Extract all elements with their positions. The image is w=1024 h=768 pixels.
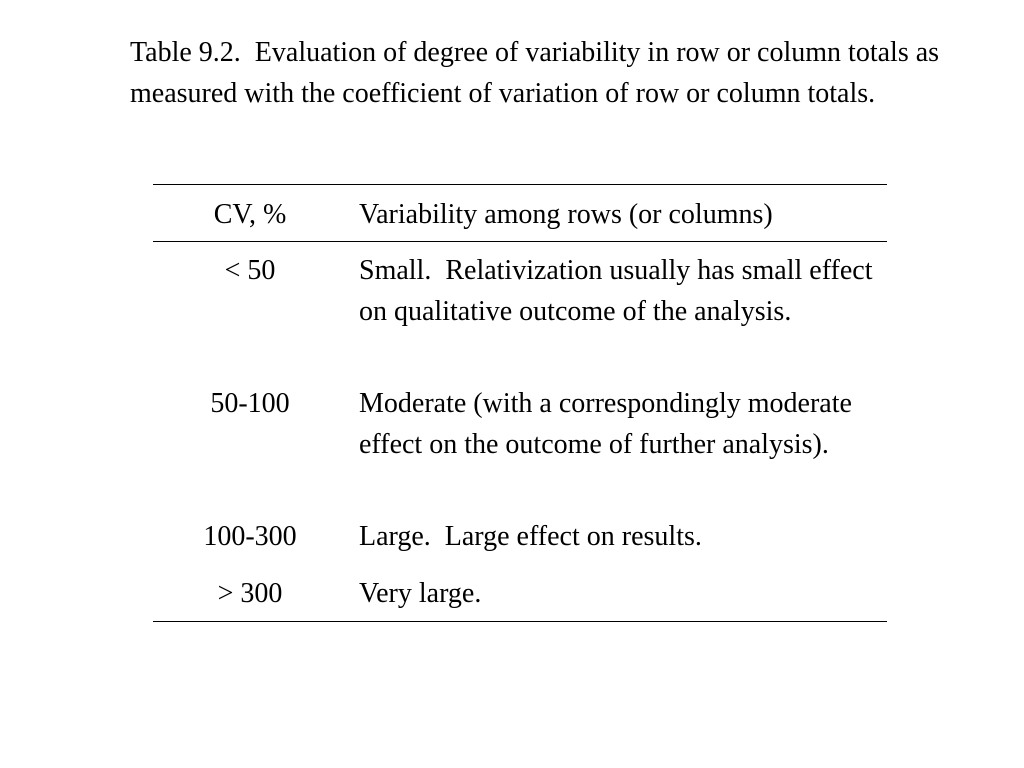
row-3-description: Large. Large effect on results.	[359, 521, 702, 552]
row-2-description: Moderate (with a correspondingly moderate effect on the outcome of further analysis).	[359, 388, 859, 460]
header-cv: CV, %	[213, 199, 287, 230]
table-caption: Table 9.2. Evaluation of degree of variability in row or column totals as measured with the coefficient of variation of row or column totals.	[130, 37, 947, 109]
row-1-cv: < 50	[224, 255, 276, 286]
row-2-cv: 50-100	[210, 388, 290, 419]
row-4-description: Very large.	[359, 578, 482, 609]
header-variability: Variability among rows (or columns)	[359, 199, 773, 230]
table-top-rule	[153, 184, 887, 185]
table-bottom-rule	[153, 621, 887, 622]
row-1-description: Small. Relativization usually has small effect on qualitative outcome of the analysis.	[359, 255, 880, 327]
row-3-cv: 100-300	[203, 521, 297, 552]
table-header-rule	[153, 241, 887, 242]
row-4-cv: > 300	[217, 578, 283, 609]
